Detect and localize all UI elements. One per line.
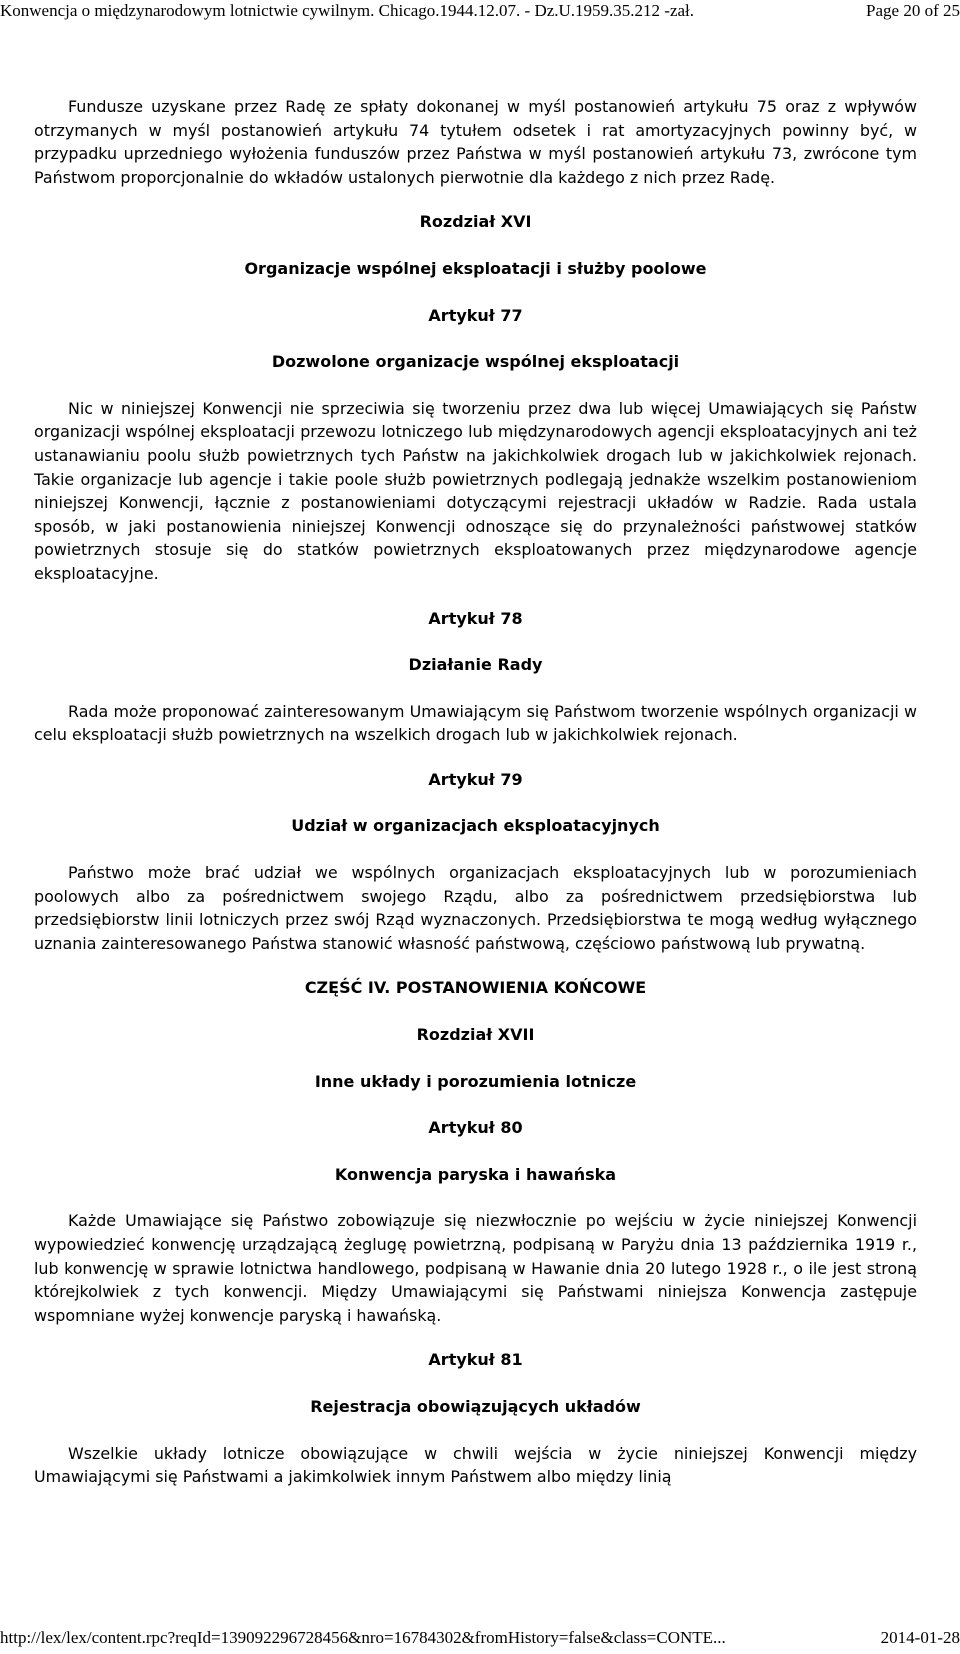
article-title-77: Dozwolone organizacje wspólnej eksploatacji — [271, 352, 680, 372]
article-title-81: Rejestracja obowiązujących układów — [310, 1396, 641, 1416]
document-body — [34, 95, 917, 1489]
article-text-77: Nic w niniejszej Konwencji nie sprzeciwia się tworzeniu przez dwa lub więcej Umawiających się Państw organizacji wspólnej eksploatacji przewozu lotniczego lub międzynarodowych agencji eksploatacyjnych ani też ustanawianiu poolu służb powietrznych tych Państw na jakichkolwiek drogach lub w jakichkolwiek rejonach. Takie organizacje lub agencje i takie poole służb powietrznych podlegają jednakże wszelkim postanowieniom niniejszej Konwencji, łącznie z postanowieniami dotyczącymi rejestracji układów w Radzie. Rada ustala sposób, w jaki postanowienia niniejszej Konwencji odnoszące się do przynależności państwowej statków powietrznych stosuje się do statków powietrznych eksploatowanych przez międzynarodowe agencje eksploatacyjne. — [34, 398, 917, 583]
article-heading-81: Artykuł 81 — [428, 1350, 523, 1370]
article-text-79: Państwo może brać udział we wspólnych organizacjach eksploatacyjnych lub w porozumieniach poolowych albo za pośrednictwem swojego Rządu, albo za pośrednictwem przedsiębiorstwa lub przedsiębiorstw linii lotniczych przez swój Rząd wyznaczonych. Przedsiębiorstwa te mogą według wyłącznego uznania zainteresowanego Państwa stanowić własność państwową, częściowo państwową lub prywatną. — [34, 863, 917, 953]
article-heading-79: Artykuł 79 — [428, 769, 523, 789]
article-title-80: Konwencja paryska i hawańska — [334, 1164, 617, 1184]
article-heading-80: Artykuł 80 — [428, 1118, 523, 1138]
chapter-heading-17: Rozdział XVII — [416, 1025, 535, 1045]
article-heading-78: Artykuł 78 — [428, 608, 523, 628]
article-text-81: Wszelkie układy lotnicze obowiązujące w chwili wejścia w życie niniejszej Konwencji między Umawiającymi się Państwami a jakimkolwiek innym Państwem albo między linią — [34, 1443, 917, 1487]
chapter-title-16: Organizacje wspólnej eksploatacji i służby poolowe — [244, 258, 707, 278]
page-footer — [0, 1627, 960, 1654]
article-heading-77: Artykuł 77 — [428, 305, 523, 325]
source-url-link[interactable]: http://lex/lex/content.rpc?reqId=139092296728456&nro=16784302&fromHistory=false&class=CONTE... — [0, 1628, 726, 1647]
chapter-title-17: Inne układy i porozumienia lotnicze — [314, 1071, 637, 1091]
article-text-80: Każde Umawiające się Państwo zobowiązuje się niezwłocznie po wejściu w życie niniejszej Konwencji wypowiedzieć konwencję urządzającą żeglugę powietrzną, podpisaną w Paryżu dnia 13 października 1919 r., lub konwencję w sprawie lotnictwa handlowego, podpisaną w Hawanie dnia 20 lutego 1928 r., o ile jest stroną którejkolwiek z tych konwencji. Między Umawiającymi się Państwami niniejsza Konwencja zastępuje wspomniane wyżej konwencje paryską i hawańską. — [34, 1211, 917, 1325]
page-number: Page 20 of 25 — [856, 0, 960, 22]
chapter-heading-16: Rozdział XVI — [419, 212, 532, 232]
page-header — [0, 0, 960, 26]
part-heading-4: CZĘŚĆ IV. POSTANOWIENIA KOŃCOWE — [304, 978, 647, 998]
article-title-79: Udział w organizacjach eksploatacyjnych — [291, 816, 660, 836]
document-title: Konwencja o międzynarodowym lotnictwie cywilnym. Chicago.1944.12.07. - Dz.U.1959.35.212 -zał. — [0, 1, 695, 20]
paragraph-funds: Fundusze uzyskane przez Radę ze spłaty dokonanej w myśl postanowień artykułu 75 oraz z wpływów otrzymanych w myśl postanowień artykułu 74 tytułem odsetek i rat amortyzacyjnych powinny być, w przypadku uprzedniego wyłożenia funduszów przez Państwa w myśl postanowień artykułu 73, zwrócone tym Państwom proporcjonalnie do wkładów ustalonych pierwotnie dla każdego z nich przez Radę. — [34, 97, 917, 187]
article-title-78: Działanie Rady — [408, 655, 543, 675]
print-date: 2014-01-28 — [880, 1628, 960, 1647]
article-text-78: Rada może proponować zainteresowanym Umawiającym się Państwom tworzenie wspólnych organizacji w celu eksploatacji służb powietrznych na wszelkich drogach lub w jakichkolwiek rejonach. — [34, 701, 917, 745]
